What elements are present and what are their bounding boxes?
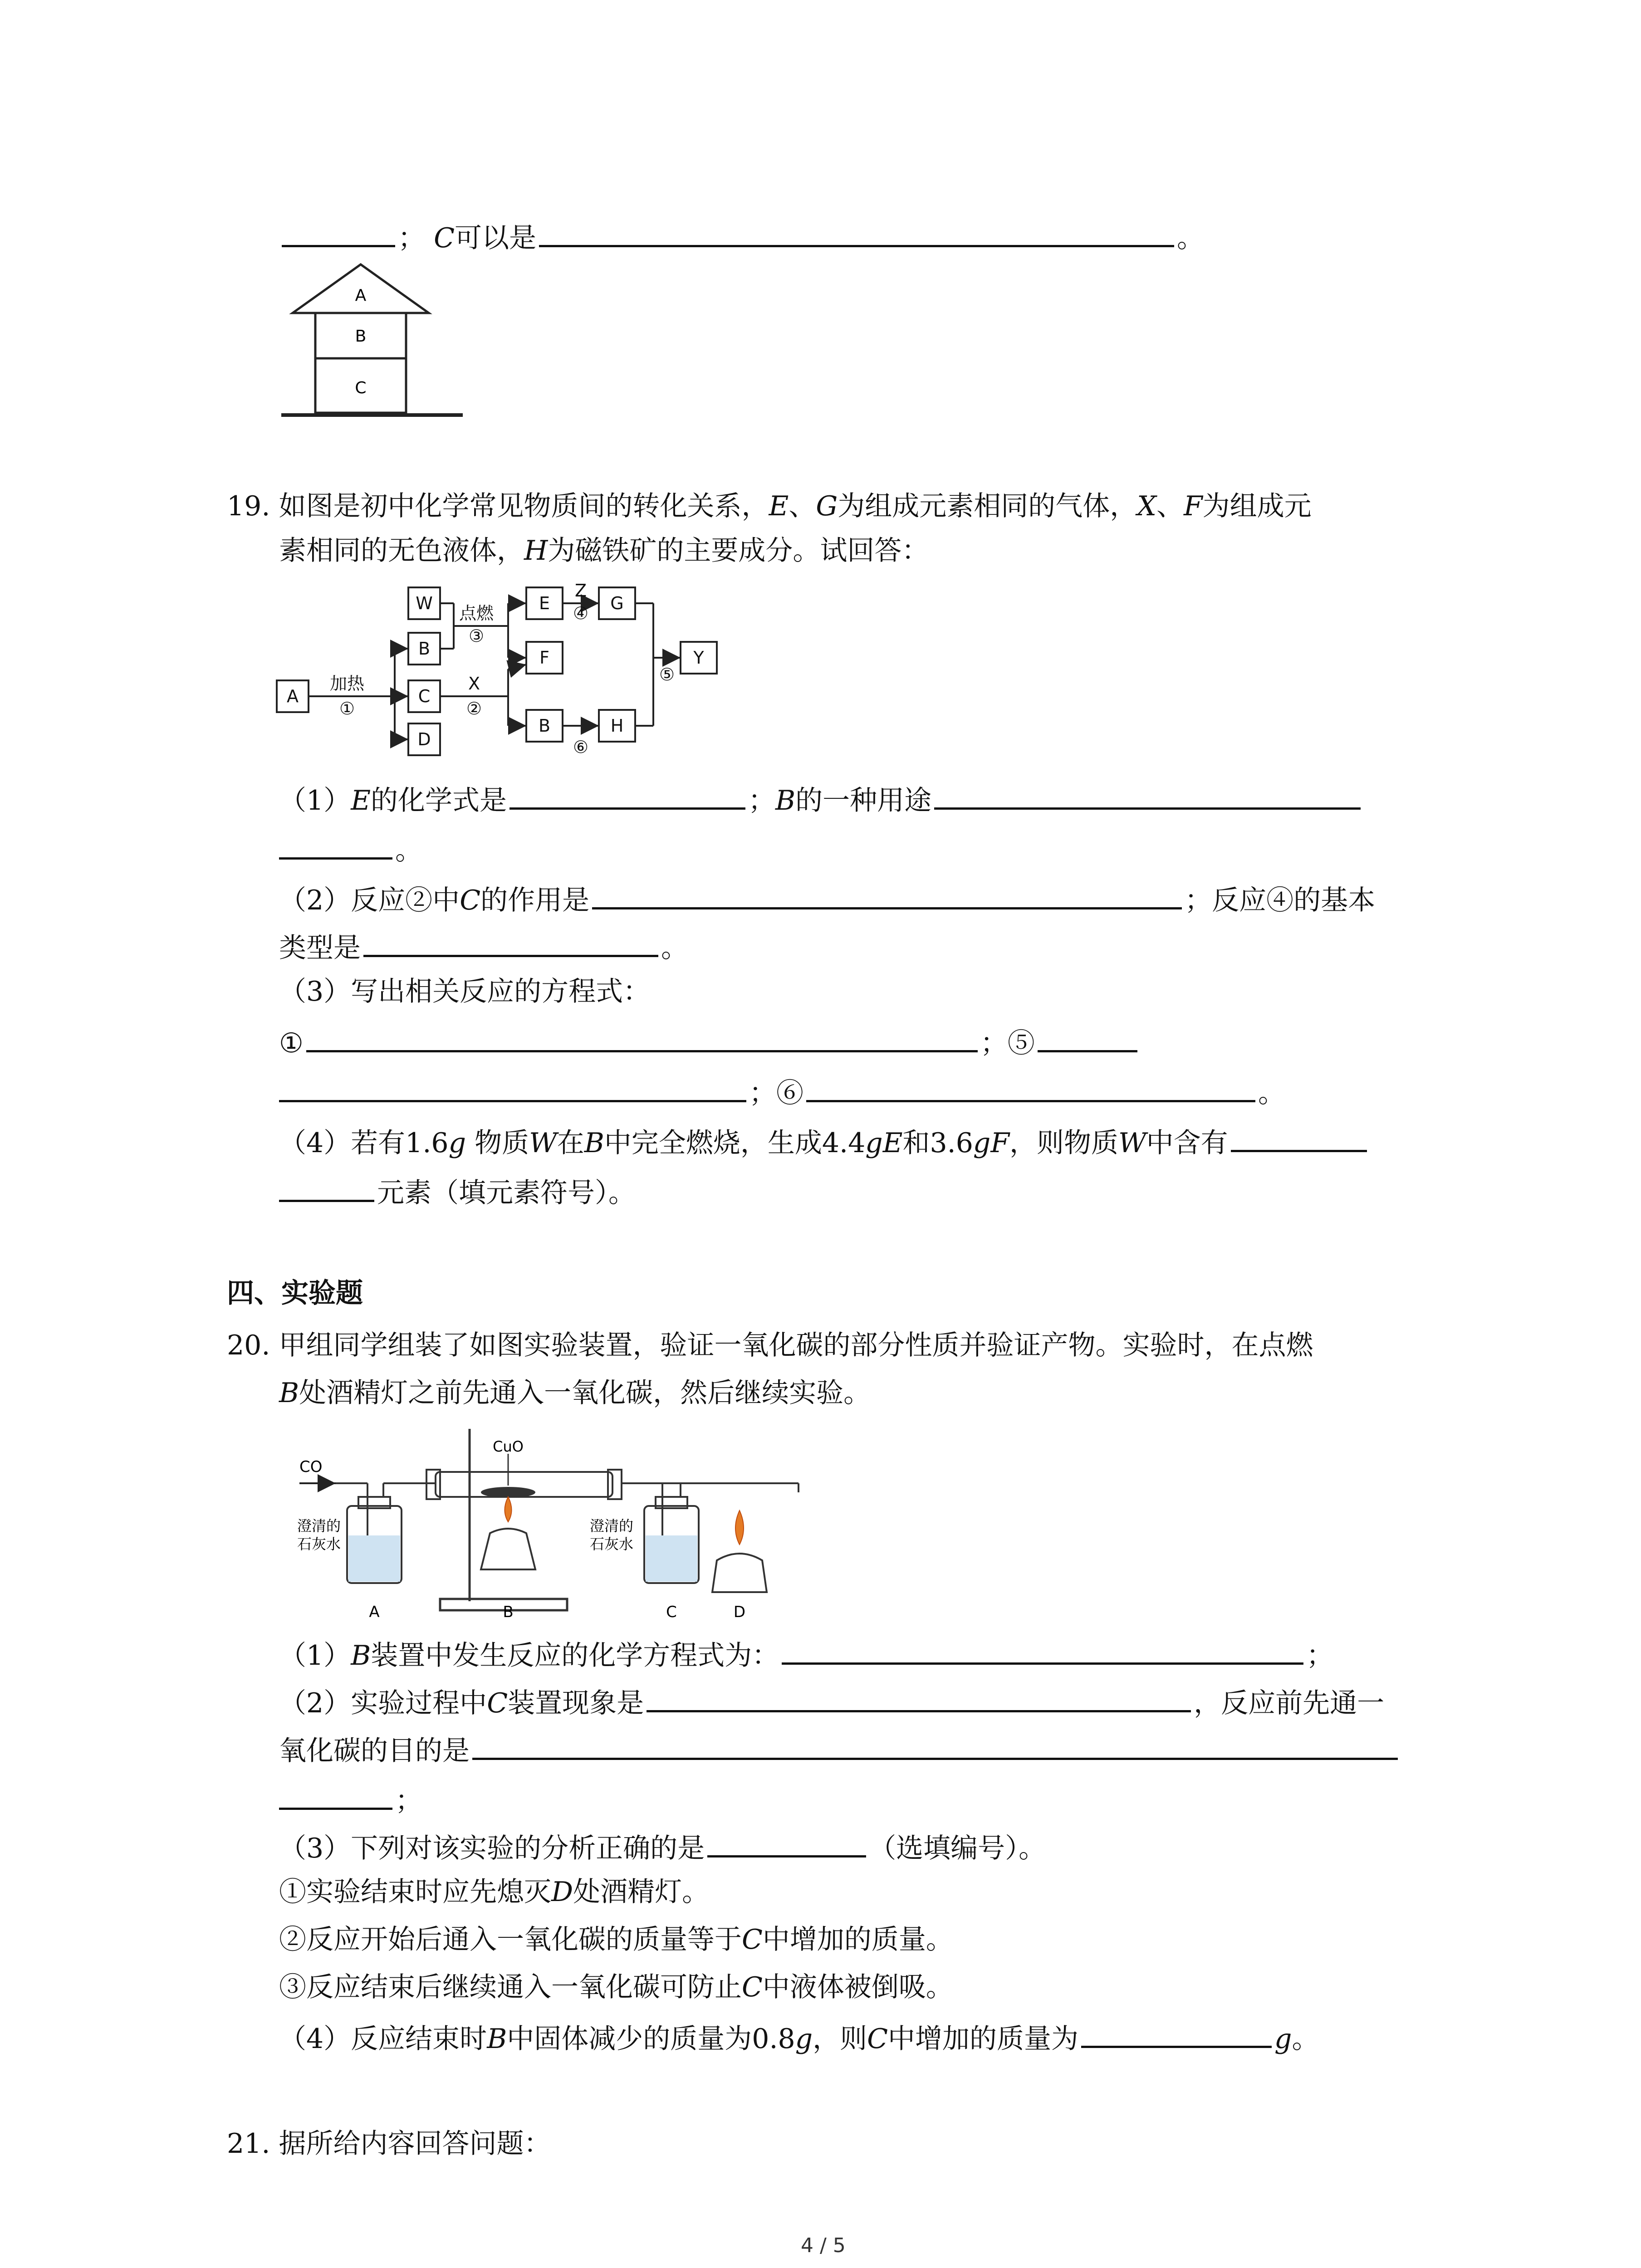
lime-label-a1: 澄清的: [297, 1517, 341, 1535]
house-label-a: A: [355, 286, 367, 305]
box-a: A: [287, 686, 299, 706]
apparatus-diagram: [290, 1420, 817, 1619]
q19-part3-line2: ；⑥ 。: [279, 1073, 1285, 1110]
q20-part2-cont2: ；: [279, 1780, 422, 1817]
section-heading: 四、实验题: [227, 1277, 363, 1309]
box-b2: B: [538, 716, 551, 736]
conversion-diagram: [272, 578, 771, 769]
answer-blank[interactable]: [1038, 1023, 1137, 1052]
q20-option2: ②反应开始后通入一氧化碳的质量等于C中增加的质量。: [279, 1924, 953, 1955]
q18-answer-line: ； C可以是 。: [279, 218, 1204, 254]
q20-intro-line2: B处酒精灯之前先通入一氧化碳，然后继续实验。: [279, 1377, 871, 1409]
q20-intro-line1: 20. 甲组同学组装了如图实验装置，验证一氧化碳的部分性质并验证产物。实验时，在点燃: [227, 1330, 1313, 1361]
label-c4: ④: [573, 603, 589, 623]
box-b: B: [418, 639, 431, 659]
box-d: D: [417, 729, 431, 749]
q19-part1: （1）E的化学式是 ；B的一种用途: [279, 780, 1363, 817]
label-d: D: [733, 1603, 746, 1619]
answer-blank[interactable]: [363, 928, 658, 957]
box-w: W: [416, 593, 433, 613]
q19-part3: （3）写出相关反应的方程式：: [279, 976, 651, 1007]
label-c: C: [666, 1603, 677, 1619]
answer-blank[interactable]: [279, 1780, 392, 1810]
label-a: A: [369, 1603, 380, 1619]
answer-blank[interactable]: [279, 1173, 374, 1202]
answer-blank[interactable]: [279, 1073, 746, 1102]
answer-blank[interactable]: [306, 1023, 978, 1052]
q19-part2: （2）反应②中C的作用是 ；反应④的基本: [279, 880, 1375, 917]
q20-part2: （2）实验过程中C装置现象是 ，反应前先通一: [279, 1683, 1384, 1720]
label-c5: ⑤: [659, 665, 675, 684]
q19-part1-cont: 。: [279, 830, 422, 867]
cuo-label: CuO: [493, 1438, 524, 1455]
house-diagram: [281, 261, 517, 433]
q20-option1: ①实验结束时应先熄灭D处酒精灯。: [279, 1876, 710, 1908]
answer-blank[interactable]: [279, 830, 392, 860]
page-number: 4 / 5: [801, 2234, 846, 2257]
co-label: CO: [299, 1458, 323, 1476]
label-c2: ②: [466, 699, 482, 719]
answer-blank[interactable]: [1081, 2019, 1272, 2048]
q20-part3: （3）下列对该实验的分析正确的是 （选填编号）。: [279, 1828, 1046, 1865]
answer-blank[interactable]: [472, 1730, 1398, 1760]
q20-part4: （4）反应结束时B中固体减少的质量为0.8g，则C中增加的质量为 g。: [279, 2019, 1319, 2055]
label-ignite: 点燃: [459, 603, 494, 623]
q20-part1: （1）B装置中发生反应的化学方程式为： ；: [279, 1635, 1333, 1672]
box-e: E: [539, 593, 550, 613]
answer-blank[interactable]: [782, 1635, 1303, 1665]
answer-blank[interactable]: [282, 218, 395, 247]
answer-blank[interactable]: [592, 880, 1182, 909]
answer-blank[interactable]: [707, 1828, 866, 1857]
q19-intro-line1: 19. 如图是初中化学常见物质间的转化关系，E、G为组成元素相同的气体，X、F为组成元: [227, 490, 1312, 522]
q20-option3: ③反应结束后继续通入一氧化碳可防止C中液体被倒吸。: [279, 1971, 953, 2003]
answer-blank[interactable]: [806, 1073, 1255, 1102]
lime-label-c1: 澄清的: [590, 1517, 634, 1535]
box-g: G: [610, 593, 624, 613]
q19-part4-cont: 元素（填元素符号）。: [279, 1173, 636, 1209]
lime-label-a2: 石灰水: [297, 1535, 341, 1553]
q19-part4: （4）若有1.6g 物质W在B中完全燃烧，生成4.4gE和3.6gF，则物质W中含有: [279, 1123, 1370, 1159]
box-h: H: [610, 716, 624, 736]
label-c3: ③: [468, 626, 485, 646]
answer-blank[interactable]: [647, 1683, 1191, 1712]
label-z: Z: [574, 581, 587, 601]
lime-label-c2: 石灰水: [590, 1535, 634, 1553]
answer-blank[interactable]: [539, 218, 1174, 247]
q19-part2-cont: 类型是 。: [279, 928, 688, 964]
q19-intro-line2: 素相同的无色液体，H为磁铁矿的主要成分。试回答：: [279, 535, 929, 567]
answer-blank[interactable]: [934, 780, 1361, 810]
house-label-b: B: [355, 327, 367, 346]
label-x: X: [468, 674, 480, 694]
house-label-c: C: [355, 379, 367, 397]
label-b: B: [503, 1603, 514, 1619]
box-y: Y: [693, 648, 704, 668]
answer-blank[interactable]: [1231, 1123, 1367, 1152]
label-c1: ①: [339, 699, 355, 719]
label-heat: 加热: [329, 674, 365, 694]
box-f: F: [539, 648, 549, 668]
q21-intro: 21. 据所给内容回答问题：: [227, 2128, 551, 2160]
label-c6: ⑥: [573, 737, 589, 757]
q20-part2-cont: 氧化碳的目的是: [279, 1730, 1401, 1767]
box-c: C: [418, 686, 431, 706]
answer-blank[interactable]: [509, 780, 745, 810]
q19-part3-line1: ① ；⑤: [279, 1023, 1140, 1060]
